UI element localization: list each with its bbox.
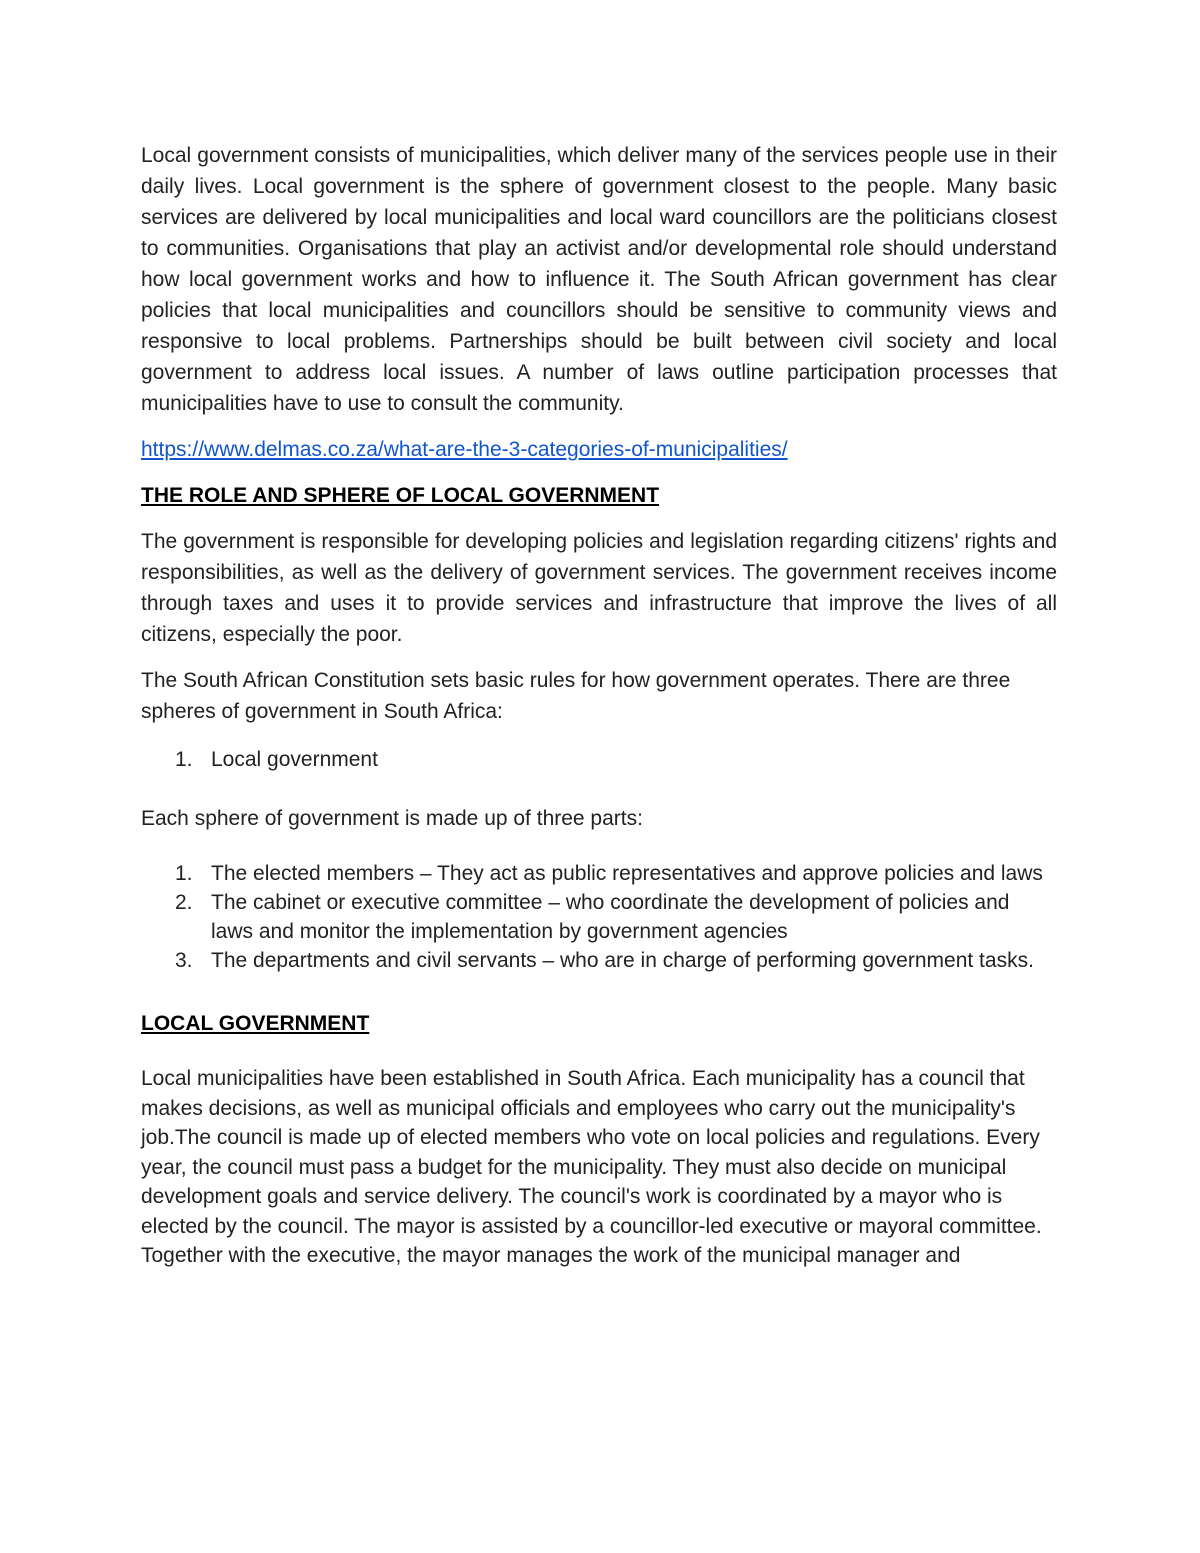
list-item-text: The elected members – They act as public representatives and approve policies and laws: [211, 862, 1043, 885]
intro-paragraph: Local government consists of municipalities, which deliver many of the services people use in their daily lives. Local government is the sphere of government closest to the people. Many basic services are delivered by local municipalities and local ward councillors are the politicians closest to communities. Organisations that play an activist and/or developmental role should understand how local government works and how to influence it. The South African government has clear policies that local municipalities and councillors should be sensitive to community views and responsive to local problems. Partnerships should be built between civil society and local government to address local issues. A number of laws outline participation processes that municipalities have to use to consult the community.: [141, 144, 1057, 415]
list-item-text: Local government: [211, 748, 378, 771]
list-item-text: The cabinet or executive committee – who coordinate the development of policies and laws and monitor the implementation by government agencies: [211, 891, 1010, 943]
government-paragraph: The government is responsible for developing policies and legislation regarding citizens' rights and responsibilities, as well as the delivery of government services. The government receives income through taxes and uses it to provide services and infrastructure that improve the lives of all citizens, especially the poor.: [141, 530, 1057, 646]
heading-role-and-sphere: THE ROLE AND SPHERE OF LOCAL GOVERNMENT: [141, 484, 660, 507]
list-item: [141, 745, 1057, 774]
spheres-list: [141, 745, 1057, 774]
list-item: [141, 859, 1057, 888]
heading-local-government: LOCAL GOVERNMENT: [141, 1012, 370, 1035]
constitution-paragraph: The South African Constitution sets basic rules for how government operates. There are three spheres of government in South Africa:: [141, 669, 1011, 723]
list-item-number: 2.: [175, 891, 193, 914]
list-item-number: 1.: [175, 862, 193, 885]
list-item: [141, 946, 1057, 975]
list-item: [141, 888, 1057, 946]
list-item-number: 3.: [175, 949, 193, 972]
each-sphere-paragraph: Each sphere of government is made up of three parts:: [141, 807, 643, 830]
parts-list: [141, 859, 1057, 975]
document-page: [141, 140, 1057, 1271]
delmas-link[interactable]: https://www.delmas.co.za/what-are-the-3-categories-of-municipalities/: [141, 438, 788, 461]
list-item-text: The departments and civil servants – who are in charge of performing government tasks.: [211, 949, 1034, 972]
local-municipalities-paragraph: Local municipalities have been established in South Africa. Each municipality has a council that makes decisions, as well as municipal officials and employees who carry out the municipality's job.The council is made up of elected members who vote on local policies and regulations. Every year, the council must pass a budget for the municipality. They must also decide on municipal development goals and service delivery. The council's work is coordinated by a mayor who is elected by the council. The mayor is assisted by a councillor-led executive or mayoral committee. Together with the executive, the mayor manages the work of the municipal manager and: [141, 1067, 1042, 1267]
list-item-number: 1.: [175, 748, 193, 771]
